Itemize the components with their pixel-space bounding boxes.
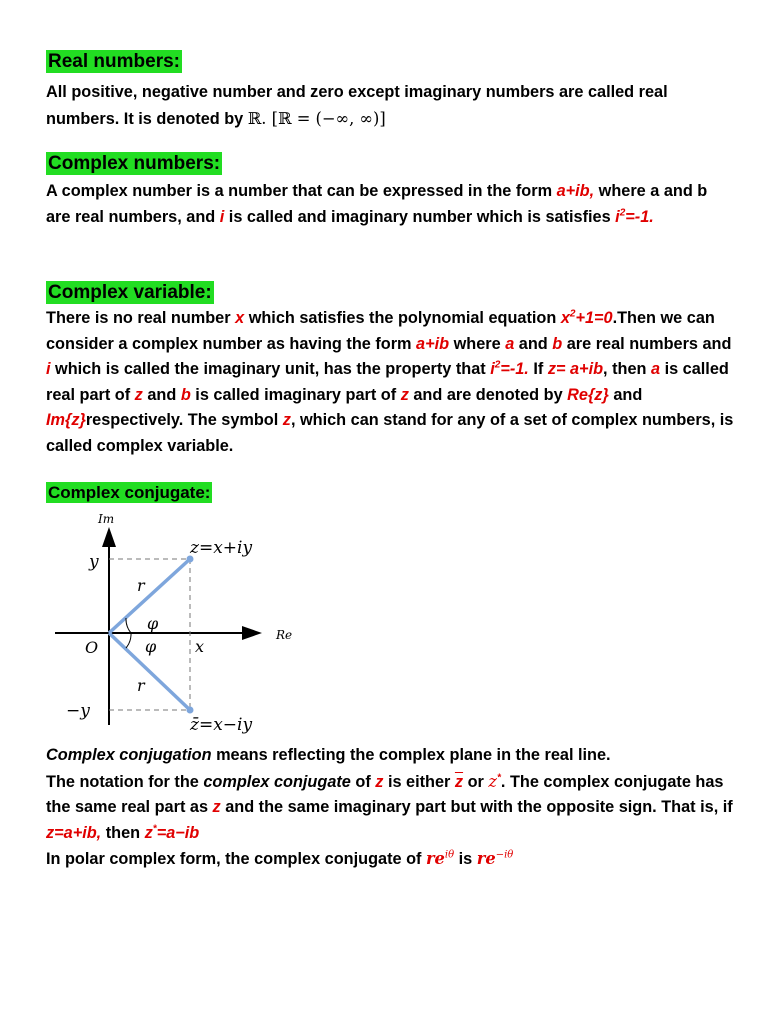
zbar-point — [187, 707, 194, 714]
eq-base: i — [615, 207, 620, 226]
i-rest: =-1. — [500, 360, 529, 378]
conj-text: of — [350, 772, 376, 791]
var-z: z — [134, 385, 143, 404]
complex-conjugate-section — [46, 482, 212, 503]
conj-z: z — [375, 772, 384, 791]
angle-arc-bottom — [126, 633, 131, 648]
var-text: There is no real number — [46, 309, 236, 327]
x-label: x — [195, 637, 205, 656]
polar-re: re — [476, 849, 496, 868]
complex-conjugate-heading: Complex conjugate: — [48, 483, 211, 502]
real-numbers-heading: Real numbers: — [48, 51, 180, 72]
conj-text: The notation for the — [46, 772, 204, 791]
conj-z: z — [212, 798, 221, 816]
var-text: respectively. The symbol — [85, 411, 283, 429]
complex-variable-heading: Complex variable: — [48, 282, 212, 303]
conj-z: z — [144, 823, 153, 842]
var-text: is called imaginary part of — [190, 385, 401, 404]
var-b: b — [180, 385, 191, 404]
var-form: a+ib — [416, 334, 450, 353]
conjugate-text — [46, 743, 736, 873]
im-axis-label: Im — [98, 512, 115, 526]
phi-bottom-label: φ — [145, 637, 157, 656]
i-base: i — [490, 360, 495, 378]
poly-rest: +1=0 — [575, 309, 613, 327]
real-numbers-section — [46, 50, 736, 132]
var-text: and are denoted by — [408, 385, 568, 404]
conj-star: * — [496, 772, 501, 784]
var-text: which satisfies the polynomial equation — [244, 309, 561, 327]
r-top-label: r — [137, 576, 145, 595]
conj-zstar: z — [488, 771, 497, 791]
conjugate-line-2 — [46, 769, 736, 847]
conj-term: complex conjugate — [203, 772, 351, 791]
real-numbers-definition — [46, 80, 736, 132]
conj-zbar: $\overline{z}$ — [454, 772, 464, 791]
var-b: b — [552, 334, 563, 353]
angle-arc-top — [126, 618, 131, 633]
var-im: Im{z} — [46, 411, 86, 429]
conj-text: is either — [383, 772, 455, 791]
var-text: are real numbers and — [562, 334, 732, 353]
complex-plane-diagram — [0, 505, 768, 740]
z-point-label: z=x+iy — [190, 538, 253, 558]
complex-numbers-section — [46, 152, 736, 230]
conjugate-line-3 — [46, 846, 736, 873]
eq-sup: 2 — [619, 207, 626, 219]
complex-variable-paragraph — [46, 306, 736, 459]
complex-i: i — [219, 207, 225, 226]
conj-text: means reflecting the complex plane in the real line. — [211, 746, 611, 764]
y-label: y — [89, 552, 99, 572]
complex-text-2: where a and b are real numbers, and — [46, 182, 708, 226]
re-axis-label: Re — [276, 628, 293, 642]
var-text: , which can stand for any of a set of complex numbers, is called complex variable. — [46, 411, 734, 455]
imaginary-axis-arrow — [102, 527, 116, 547]
r-bottom-label: r — [137, 676, 145, 695]
conj-text: then — [101, 823, 145, 842]
complex-variable-section — [46, 281, 736, 459]
conj-term: Complex conjugation — [46, 746, 212, 764]
polar-re: re — [425, 849, 445, 868]
var-text: .Then we can consider a complex number as having the form — [46, 309, 715, 353]
poly-sup: 2 — [569, 308, 576, 320]
conj-star: * — [152, 823, 157, 835]
complex-equation — [615, 208, 654, 226]
conj-text: or — [463, 772, 489, 791]
neg-y-label: −y — [66, 701, 90, 721]
var-z: z — [400, 385, 409, 404]
var-text: and — [142, 385, 181, 404]
complex-text-1: A complex number is a number that can be expressed in the form — [46, 182, 557, 200]
real-text: All positive, negative number and zero except imaginary numbers are called real numbers. It is denoted by — [46, 83, 668, 128]
zbar-point-label: z̄=x−iy — [190, 715, 253, 735]
var-i: i — [46, 360, 51, 378]
real-axis-arrow — [242, 626, 262, 640]
var-text: where — [449, 334, 506, 353]
conj-text: In polar complex form, the complex conjugate of — [46, 850, 426, 868]
real-symbol: ℝ. [ℝ = (−∞, ∞)] — [247, 108, 386, 128]
var-a: a — [505, 334, 515, 353]
polar-exp: −iθ — [495, 849, 514, 861]
conjugate-line-1 — [46, 743, 736, 769]
var-x: x — [235, 309, 245, 327]
var-text: , then — [603, 360, 651, 378]
conj-text: and the same imaginary part but with the opposite sign. That is, if — [220, 798, 733, 816]
phi-top-label: φ — [147, 614, 159, 633]
complex-form: a+ib, — [556, 182, 595, 200]
origin-label: O — [85, 638, 99, 657]
var-a: a — [650, 360, 661, 378]
conj-eq: z=a+ib, — [46, 823, 102, 842]
conj-eq: =a−ib — [156, 823, 200, 842]
var-z: z — [282, 411, 291, 429]
var-text: and — [514, 334, 553, 353]
conj-text: is — [454, 850, 477, 868]
var-text: is called real part of — [46, 360, 729, 404]
var-polynomial — [561, 309, 613, 327]
complex-text-3: is called and imaginary number which is satisfies — [224, 207, 616, 226]
eq-rest: =-1. — [625, 207, 654, 226]
i-sup: 2 — [494, 359, 501, 371]
complex-numbers-definition — [46, 179, 736, 230]
var-re: Re{z} — [567, 385, 609, 404]
var-text: which is called the imaginary unit, has the property that — [50, 360, 491, 378]
var-zdef: z= a+ib — [547, 360, 604, 378]
polar-exp: iθ — [444, 849, 455, 861]
conj-text: . The complex conjugate has the same real part as — [46, 772, 724, 816]
poly-x: x — [560, 309, 570, 327]
complex-numbers-heading: Complex numbers: — [48, 153, 221, 174]
var-i-squared — [490, 360, 529, 378]
var-text: If — [528, 360, 548, 378]
var-text: and — [608, 385, 643, 404]
